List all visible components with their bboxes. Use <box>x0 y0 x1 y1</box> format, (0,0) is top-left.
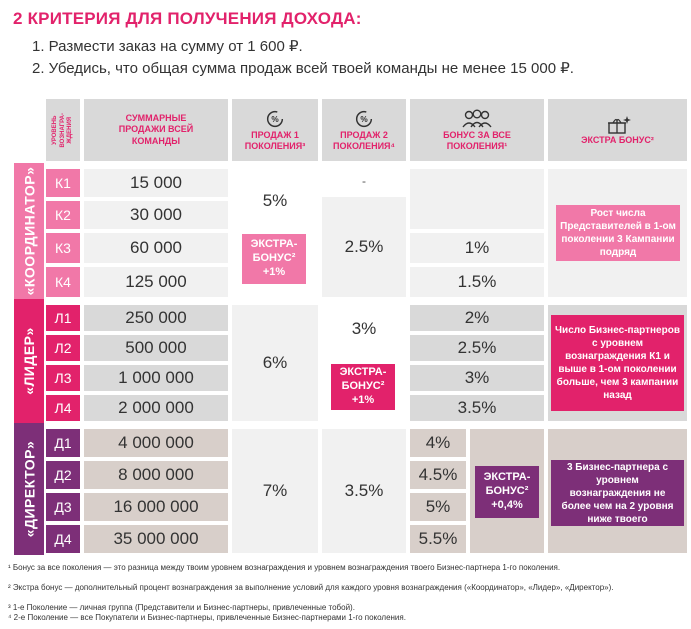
team-sales-cell: 1 000 000 <box>82 363 230 393</box>
director-gen1-value: 7% <box>230 427 320 555</box>
leader-gen2-value: 3% <box>320 303 408 423</box>
team-sales-cell: 500 000 <box>82 333 230 363</box>
coordinator-gen1-value: 5% <box>230 167 320 299</box>
coordinator-gen2-value: 2.5% <box>320 195 408 299</box>
director-gen2-value: 3.5% <box>320 427 408 555</box>
footnote-4: ⁴ 2-е Поколение — все Покупатели и Бизнес-партнеры, привлеченные Бизнес-партнерами 1-го поколения. <box>8 613 406 622</box>
level-cell: Л1 <box>44 303 82 333</box>
svg-text:%: % <box>360 114 368 124</box>
director-extra-description: 3 Бизнес-партнера с уровнем вознаграждения не более чем на 2 уровня ниже твоего <box>551 460 684 526</box>
level-cell: Л4 <box>44 393 82 423</box>
header-gen2: % ПРОДАЖ 2 ПОКОЛЕНИЯ⁴ <box>320 97 408 163</box>
header-team-sales: СУММАРНЫЕ ПРОДАЖИ ВСЕЙ КОМАНДЫ <box>82 97 230 163</box>
coordinator-gen2-k1: - <box>320 167 408 195</box>
level-cell: К2 <box>44 199 82 231</box>
level-cell: Д1 <box>44 427 82 459</box>
director-all-gen-d2: 4.5% <box>408 459 468 491</box>
director-all-gen-d3: 5% <box>408 491 468 523</box>
team-sales-cell: 15 000 <box>82 167 230 199</box>
gift-sparkle-icon <box>604 113 632 135</box>
team-sales-cell: 2 000 000 <box>82 393 230 423</box>
group-coordinator: «КООРДИНАТОР» <box>14 163 44 299</box>
leader-extra-description: Число Бизнес-партнеров с уровнем вознаграждения К1 и выше в 1-ом поколении больше, чем 3 кампании назад <box>551 315 684 411</box>
leader-gen1-value: 6% <box>230 303 320 423</box>
level-cell: К4 <box>44 265 82 299</box>
team-sales-cell: 125 000 <box>82 265 230 299</box>
level-cell: К1 <box>44 167 82 199</box>
leader-all-gen-l4: 3.5% <box>408 393 546 423</box>
page-title: 2 КРИТЕРИЯ ДЛЯ ПОЛУЧЕНИЯ ДОХОДА: <box>13 9 362 28</box>
team-sales-cell: 60 000 <box>82 231 230 265</box>
header-level: УРОВЕНЬ ВОЗНАГРА-ЖДЕНИЯ <box>44 97 82 163</box>
leader-extra-tag: ЭКСТРА- БОНУС² +1% <box>331 364 395 410</box>
svg-text:%: % <box>271 114 279 124</box>
leader-all-gen-l2: 2.5% <box>408 333 546 363</box>
team-sales-cell: 35 000 000 <box>82 523 230 555</box>
level-cell: Л2 <box>44 333 82 363</box>
footnote-1: ¹ Бонус за все поколения — это разница между твоим уровнем вознаграждения и уровнем вознаграждения твоего Бизнес-партнера 1-го поколения. <box>8 563 561 572</box>
team-sales-cell: 4 000 000 <box>82 427 230 459</box>
people-group-icon <box>460 108 494 130</box>
level-cell: Д4 <box>44 523 82 555</box>
level-cell: Л3 <box>44 363 82 393</box>
condition-1: 1. Размести заказ на сумму от 1 600 ₽. <box>32 38 303 55</box>
header-all-generations: БОНУС ЗА ВСЕ ПОКОЛЕНИЯ¹ <box>408 97 546 163</box>
header-gen1: % ПРОДАЖ 1 ПОКОЛЕНИЯ³ <box>230 97 320 163</box>
team-sales-cell: 16 000 000 <box>82 491 230 523</box>
level-cell: Д3 <box>44 491 82 523</box>
team-sales-cell: 250 000 <box>82 303 230 333</box>
coordinator-all-gen-k4: 1.5% <box>408 265 546 299</box>
level-cell: Д2 <box>44 459 82 491</box>
team-sales-cell: 8 000 000 <box>82 459 230 491</box>
director-all-gen-d4: 5.5% <box>408 523 468 555</box>
coordinator-extra-description: Рост числа Представителей в 1-ом поколении 3 Кампании подряд <box>556 205 680 261</box>
footnote-3: ³ 1-е Поколение — личная группа (Представители и Бизнес-партнеры, привлеченные тобой). <box>8 603 355 612</box>
coordinator-all-gen-k3: 1% <box>408 231 546 265</box>
cycle-percent-icon <box>353 108 375 130</box>
leader-all-gen-l3: 3% <box>408 363 546 393</box>
footnote-2: ² Экстра бонус — дополнительный процент вознаграждения за выполнение условий для каждого уровня вознаграждения («Координатор», «Лидер», «Директор»). <box>8 583 614 592</box>
cycle-percent-icon <box>264 108 286 130</box>
team-sales-cell: 30 000 <box>82 199 230 231</box>
director-extra-tag: ЭКСТРА- БОНУС² +0,4% <box>475 466 539 518</box>
header-extra-bonus: ЭКСТРА БОНУС² <box>546 97 689 163</box>
coordinator-all-gen-empty <box>408 167 546 231</box>
group-director: «ДИРЕКТОР» <box>14 423 44 555</box>
level-cell: К3 <box>44 231 82 265</box>
group-leader: «ЛИДЕР» <box>14 299 44 423</box>
director-all-gen-d1: 4% <box>408 427 468 459</box>
leader-all-gen-l1: 2% <box>408 303 546 333</box>
condition-2: 2. Убедись, что общая сумма продаж всей твоей команды не менее 15 000 ₽. <box>32 60 574 77</box>
coordinator-extra-tag: ЭКСТРА- БОНУС² +1% <box>242 234 306 284</box>
